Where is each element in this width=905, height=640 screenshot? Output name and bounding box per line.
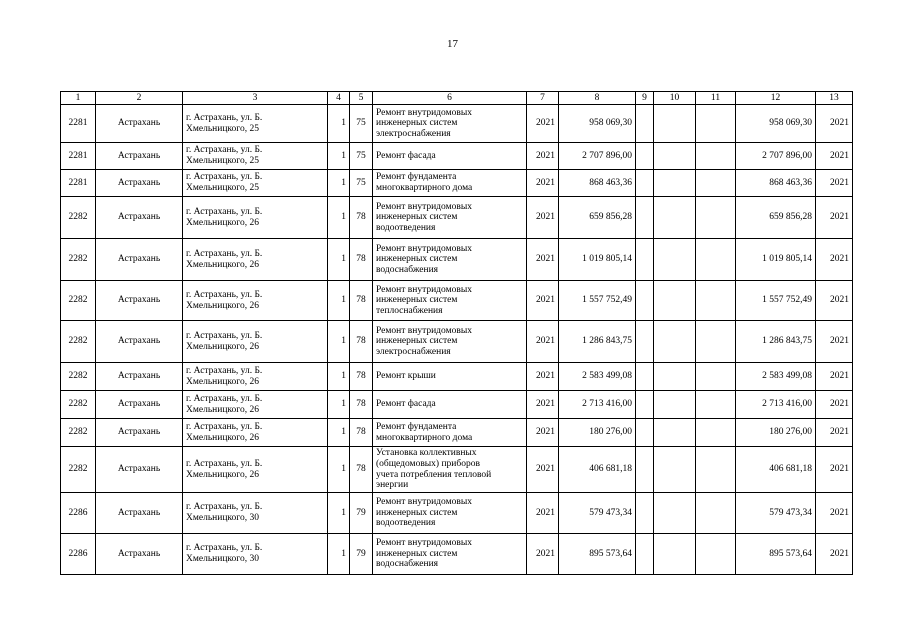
code-cell: 75 xyxy=(350,143,373,170)
cell-line: г. Астрахань, ул. Б. xyxy=(186,421,263,432)
end-year-cell: 2021 xyxy=(816,143,853,170)
table-row xyxy=(61,143,853,170)
number-cell: 2281 xyxy=(61,105,96,143)
col11-cell xyxy=(696,105,736,143)
col11-cell xyxy=(696,281,736,321)
cost-cell: 579 473,34 xyxy=(559,493,636,534)
number-cell: 2286 xyxy=(61,493,96,534)
locality-cell: Астрахань xyxy=(96,419,183,447)
cell-line: г. Астрахань, ул. Б. xyxy=(186,248,263,259)
cell-line: инженерных систем xyxy=(376,548,458,559)
table-row xyxy=(61,363,853,391)
cost-cell: 1 286 843,75 xyxy=(559,321,636,363)
col10-cell xyxy=(654,281,696,321)
col10-cell xyxy=(654,321,696,363)
cell-line: Установка коллективных xyxy=(376,448,477,459)
work-type-cell xyxy=(373,321,527,363)
col11-cell xyxy=(696,493,736,534)
number-cell: 2282 xyxy=(61,391,96,419)
cell-line: водоотведения xyxy=(376,518,436,529)
code-cell: 78 xyxy=(350,419,373,447)
cost-cell: 1 019 805,14 xyxy=(559,239,636,281)
year-cell: 2021 xyxy=(527,534,559,575)
cell-line: Хмельницкого, 30 xyxy=(186,554,259,564)
col9-cell xyxy=(636,493,654,534)
code-cell: 78 xyxy=(350,197,373,239)
count-cell: 1 xyxy=(328,534,350,575)
cell-line: инженерных систем xyxy=(376,212,458,223)
work-type-cell xyxy=(373,239,527,281)
col11-cell xyxy=(696,170,736,197)
work-type-cell xyxy=(373,534,527,575)
year-cell: 2021 xyxy=(527,105,559,143)
year-cell: 2021 xyxy=(527,143,559,170)
cell-line: г. Астрахань, ул. Б. xyxy=(186,458,263,469)
count-cell: 1 xyxy=(328,321,350,363)
total-cell: 2 583 499,08 xyxy=(736,363,816,391)
total-cell: 579 473,34 xyxy=(736,493,816,534)
table-row xyxy=(61,321,853,363)
col11-cell xyxy=(696,143,736,170)
locality-cell: Астрахань xyxy=(96,105,183,143)
col10-cell xyxy=(654,391,696,419)
year-cell: 2021 xyxy=(527,419,559,447)
locality-cell: Астрахань xyxy=(96,321,183,363)
column-header-13: 13 xyxy=(816,92,853,105)
locality-cell: Астрахань xyxy=(96,391,183,419)
column-header-6: 6 xyxy=(373,92,527,105)
col10-cell xyxy=(654,363,696,391)
end-year-cell: 2021 xyxy=(816,419,853,447)
work-type-cell xyxy=(373,281,527,321)
address-cell xyxy=(183,197,328,239)
address-cell xyxy=(183,391,328,419)
end-year-cell: 2021 xyxy=(816,447,853,493)
code-cell: 75 xyxy=(350,170,373,197)
table-header xyxy=(61,92,853,105)
locality-cell: Астрахань xyxy=(96,363,183,391)
end-year-cell: 2021 xyxy=(816,239,853,281)
cell-line: водоотведения xyxy=(376,222,436,233)
table-row xyxy=(61,391,853,419)
address-cell xyxy=(183,321,328,363)
cell-line: инженерных систем xyxy=(376,295,458,306)
locality-cell: Астрахань xyxy=(96,143,183,170)
year-cell: 2021 xyxy=(527,197,559,239)
cost-cell: 659 856,28 xyxy=(559,197,636,239)
cell-line: инженерных систем xyxy=(376,254,458,265)
number-cell: 2281 xyxy=(61,170,96,197)
address-cell xyxy=(183,105,328,143)
cell-line: Хмельницкого, 25 xyxy=(186,156,259,166)
end-year-cell: 2021 xyxy=(816,363,853,391)
locality-cell: Астрахань xyxy=(96,447,183,493)
end-year-cell: 2021 xyxy=(816,534,853,575)
work-type-cell xyxy=(373,197,527,239)
col11-cell xyxy=(696,321,736,363)
cell-line: Ремонт фасада xyxy=(376,150,436,161)
code-cell: 78 xyxy=(350,447,373,493)
col9-cell xyxy=(636,143,654,170)
cost-cell: 868 463,36 xyxy=(559,170,636,197)
number-cell: 2286 xyxy=(61,534,96,575)
cell-line: г. Астрахань, ул. Б. xyxy=(186,365,263,376)
table-row xyxy=(61,197,853,239)
col10-cell xyxy=(654,143,696,170)
work-type-cell xyxy=(373,105,527,143)
end-year-cell: 2021 xyxy=(816,493,853,534)
total-cell: 895 573,64 xyxy=(736,534,816,575)
cell-line: г. Астрахань, ул. Б. xyxy=(186,330,263,341)
cell-line: инженерных систем xyxy=(376,118,458,129)
col10-cell xyxy=(654,447,696,493)
cell-line: Ремонт фундамента xyxy=(376,172,457,183)
number-cell: 2282 xyxy=(61,447,96,493)
cell-line: электроснабжения xyxy=(376,346,451,357)
cell-line: г. Астрахань, ул. Б. xyxy=(186,206,263,217)
count-cell: 1 xyxy=(328,363,350,391)
cell-line: Хмельницкого, 25 xyxy=(186,123,259,134)
year-cell: 2021 xyxy=(527,321,559,363)
number-cell: 2281 xyxy=(61,143,96,170)
address-cell xyxy=(183,534,328,575)
col9-cell xyxy=(636,239,654,281)
cell-line: г. Астрахань, ул. Б. xyxy=(186,289,263,300)
cell-line: энергии xyxy=(376,480,409,491)
number-cell: 2282 xyxy=(61,321,96,363)
col11-cell xyxy=(696,534,736,575)
cell-line: учета потребления тепловой xyxy=(376,469,492,480)
column-header-8: 8 xyxy=(559,92,636,105)
col9-cell xyxy=(636,534,654,575)
cell-line: г. Астрахань, ул. Б. xyxy=(186,393,263,404)
table-row xyxy=(61,239,853,281)
col9-cell xyxy=(636,197,654,239)
col11-cell xyxy=(696,391,736,419)
code-cell: 79 xyxy=(350,534,373,575)
cost-cell: 2 583 499,08 xyxy=(559,363,636,391)
count-cell: 1 xyxy=(328,391,350,419)
table-body xyxy=(61,105,853,575)
cell-line: Ремонт внутридомовых xyxy=(376,538,472,549)
count-cell: 1 xyxy=(328,447,350,493)
cell-line: (общедомовых) приборов xyxy=(376,458,480,469)
cell-line: инженерных систем xyxy=(376,507,458,518)
cell-line: Ремонт внутридомовых xyxy=(376,107,472,118)
col11-cell xyxy=(696,197,736,239)
locality-cell: Астрахань xyxy=(96,281,183,321)
col11-cell xyxy=(696,239,736,281)
column-header-12: 12 xyxy=(736,92,816,105)
repair-program-table xyxy=(60,91,853,575)
address-cell xyxy=(183,143,328,170)
cell-line: Ремонт внутридомовых xyxy=(376,325,472,336)
table-row xyxy=(61,170,853,197)
code-cell: 78 xyxy=(350,239,373,281)
cell-line: Ремонт внутридомовых xyxy=(376,497,472,508)
cell-line: г. Астрахань, ул. Б. xyxy=(186,112,263,123)
cell-line: Хмельницкого, 25 xyxy=(186,183,259,193)
number-cell: 2282 xyxy=(61,363,96,391)
col11-cell xyxy=(696,363,736,391)
work-type-cell xyxy=(373,363,527,391)
table-row xyxy=(61,493,853,534)
cell-line: водоснабжения xyxy=(376,559,439,570)
address-cell xyxy=(183,363,328,391)
cell-line: многоквартирного дома xyxy=(376,432,473,443)
address-cell xyxy=(183,170,328,197)
work-type-cell xyxy=(373,419,527,447)
cell-line: Хмельницкого, 30 xyxy=(186,513,259,523)
year-cell: 2021 xyxy=(527,391,559,419)
locality-cell: Астрахань xyxy=(96,170,183,197)
cell-line: Хмельницкого, 26 xyxy=(186,376,259,387)
cost-cell: 895 573,64 xyxy=(559,534,636,575)
cell-line: Хмельницкого, 26 xyxy=(186,300,259,311)
count-cell: 1 xyxy=(328,197,350,239)
column-header-5: 5 xyxy=(350,92,373,105)
cell-line: Ремонт внутридомовых xyxy=(376,284,472,295)
cost-cell: 406 681,18 xyxy=(559,447,636,493)
locality-cell: Астрахань xyxy=(96,534,183,575)
total-cell: 868 463,36 xyxy=(736,170,816,197)
page-number: 17 xyxy=(447,38,458,50)
end-year-cell: 2021 xyxy=(816,170,853,197)
cell-line: Ремонт фундамента xyxy=(376,421,457,432)
cell-line: Ремонт крыши xyxy=(376,371,436,382)
total-cell: 180 276,00 xyxy=(736,419,816,447)
cell-line: Ремонт фасада xyxy=(376,399,436,410)
col9-cell xyxy=(636,105,654,143)
work-type-cell xyxy=(373,170,527,197)
count-cell: 1 xyxy=(328,105,350,143)
table-row xyxy=(61,534,853,575)
cost-cell: 180 276,00 xyxy=(559,419,636,447)
cell-line: г. Астрахань, ул. Б. xyxy=(186,543,263,554)
total-cell: 958 069,30 xyxy=(736,105,816,143)
count-cell: 1 xyxy=(328,281,350,321)
total-cell: 1 019 805,14 xyxy=(736,239,816,281)
total-cell: 659 856,28 xyxy=(736,197,816,239)
end-year-cell: 2021 xyxy=(816,105,853,143)
col9-cell xyxy=(636,281,654,321)
col11-cell xyxy=(696,447,736,493)
cell-line: Хмельницкого, 26 xyxy=(186,341,259,352)
address-cell xyxy=(183,419,328,447)
col11-cell xyxy=(696,419,736,447)
col10-cell xyxy=(654,239,696,281)
cell-line: г. Астрахань, ул. Б. xyxy=(186,145,263,156)
count-cell: 1 xyxy=(328,239,350,281)
address-cell xyxy=(183,239,328,281)
col9-cell xyxy=(636,447,654,493)
col9-cell xyxy=(636,419,654,447)
cell-line: многоквартирного дома xyxy=(376,183,473,193)
col10-cell xyxy=(654,170,696,197)
column-header-3: 3 xyxy=(183,92,328,105)
year-cell: 2021 xyxy=(527,493,559,534)
cost-cell: 1 557 752,49 xyxy=(559,281,636,321)
cell-line: Хмельницкого, 26 xyxy=(186,217,259,228)
cell-line: г. Астрахань, ул. Б. xyxy=(186,502,263,513)
cell-line: водоснабжения xyxy=(376,264,439,275)
col10-cell xyxy=(654,493,696,534)
code-cell: 78 xyxy=(350,391,373,419)
locality-cell: Астрахань xyxy=(96,493,183,534)
year-cell: 2021 xyxy=(527,281,559,321)
work-type-cell xyxy=(373,391,527,419)
cell-line: электроснабжения xyxy=(376,128,451,139)
code-cell: 78 xyxy=(350,281,373,321)
total-cell: 2 713 416,00 xyxy=(736,391,816,419)
cell-line: Хмельницкого, 26 xyxy=(186,259,259,270)
year-cell: 2021 xyxy=(527,170,559,197)
table-row xyxy=(61,105,853,143)
code-cell: 78 xyxy=(350,363,373,391)
cost-cell: 2 713 416,00 xyxy=(559,391,636,419)
number-cell: 2282 xyxy=(61,197,96,239)
col9-cell xyxy=(636,170,654,197)
locality-cell: Астрахань xyxy=(96,239,183,281)
end-year-cell: 2021 xyxy=(816,197,853,239)
cell-line: г. Астрахань, ул. Б. xyxy=(186,172,263,183)
year-cell: 2021 xyxy=(527,363,559,391)
table-row xyxy=(61,281,853,321)
code-cell: 75 xyxy=(350,105,373,143)
cell-line: инженерных систем xyxy=(376,336,458,347)
column-header-2: 2 xyxy=(96,92,183,105)
column-header-1: 1 xyxy=(61,92,96,105)
code-cell: 79 xyxy=(350,493,373,534)
cell-line: Хмельницкого, 26 xyxy=(186,404,259,415)
address-cell xyxy=(183,493,328,534)
column-header-9: 9 xyxy=(636,92,654,105)
col10-cell xyxy=(654,105,696,143)
table-row xyxy=(61,419,853,447)
work-type-cell xyxy=(373,143,527,170)
column-header-4: 4 xyxy=(328,92,350,105)
total-cell: 1 286 843,75 xyxy=(736,321,816,363)
count-cell: 1 xyxy=(328,170,350,197)
cell-line: Хмельницкого, 26 xyxy=(186,432,259,443)
cost-cell: 958 069,30 xyxy=(559,105,636,143)
number-cell: 2282 xyxy=(61,239,96,281)
col10-cell xyxy=(654,534,696,575)
work-type-cell xyxy=(373,493,527,534)
code-cell: 78 xyxy=(350,321,373,363)
column-header-7: 7 xyxy=(527,92,559,105)
count-cell: 1 xyxy=(328,419,350,447)
column-header-10: 10 xyxy=(654,92,696,105)
total-cell: 406 681,18 xyxy=(736,447,816,493)
address-cell xyxy=(183,281,328,321)
end-year-cell: 2021 xyxy=(816,321,853,363)
number-cell: 2282 xyxy=(61,281,96,321)
year-cell: 2021 xyxy=(527,239,559,281)
cell-line: Ремонт внутридомовых xyxy=(376,243,472,254)
total-cell: 2 707 896,00 xyxy=(736,143,816,170)
col9-cell xyxy=(636,363,654,391)
address-cell xyxy=(183,447,328,493)
end-year-cell: 2021 xyxy=(816,391,853,419)
total-cell: 1 557 752,49 xyxy=(736,281,816,321)
cell-line: Ремонт внутридомовых xyxy=(376,201,472,212)
cell-line: Хмельницкого, 26 xyxy=(186,469,259,480)
count-cell: 1 xyxy=(328,493,350,534)
header-row xyxy=(61,92,853,105)
number-cell: 2282 xyxy=(61,419,96,447)
col9-cell xyxy=(636,391,654,419)
year-cell: 2021 xyxy=(527,447,559,493)
table-row xyxy=(61,447,853,493)
count-cell: 1 xyxy=(328,143,350,170)
col10-cell xyxy=(654,197,696,239)
work-type-cell xyxy=(373,447,527,493)
cost-cell: 2 707 896,00 xyxy=(559,143,636,170)
cell-line: теплоснабжения xyxy=(376,305,443,316)
end-year-cell: 2021 xyxy=(816,281,853,321)
column-header-11: 11 xyxy=(696,92,736,105)
col10-cell xyxy=(654,419,696,447)
col9-cell xyxy=(636,321,654,363)
locality-cell: Астрахань xyxy=(96,197,183,239)
